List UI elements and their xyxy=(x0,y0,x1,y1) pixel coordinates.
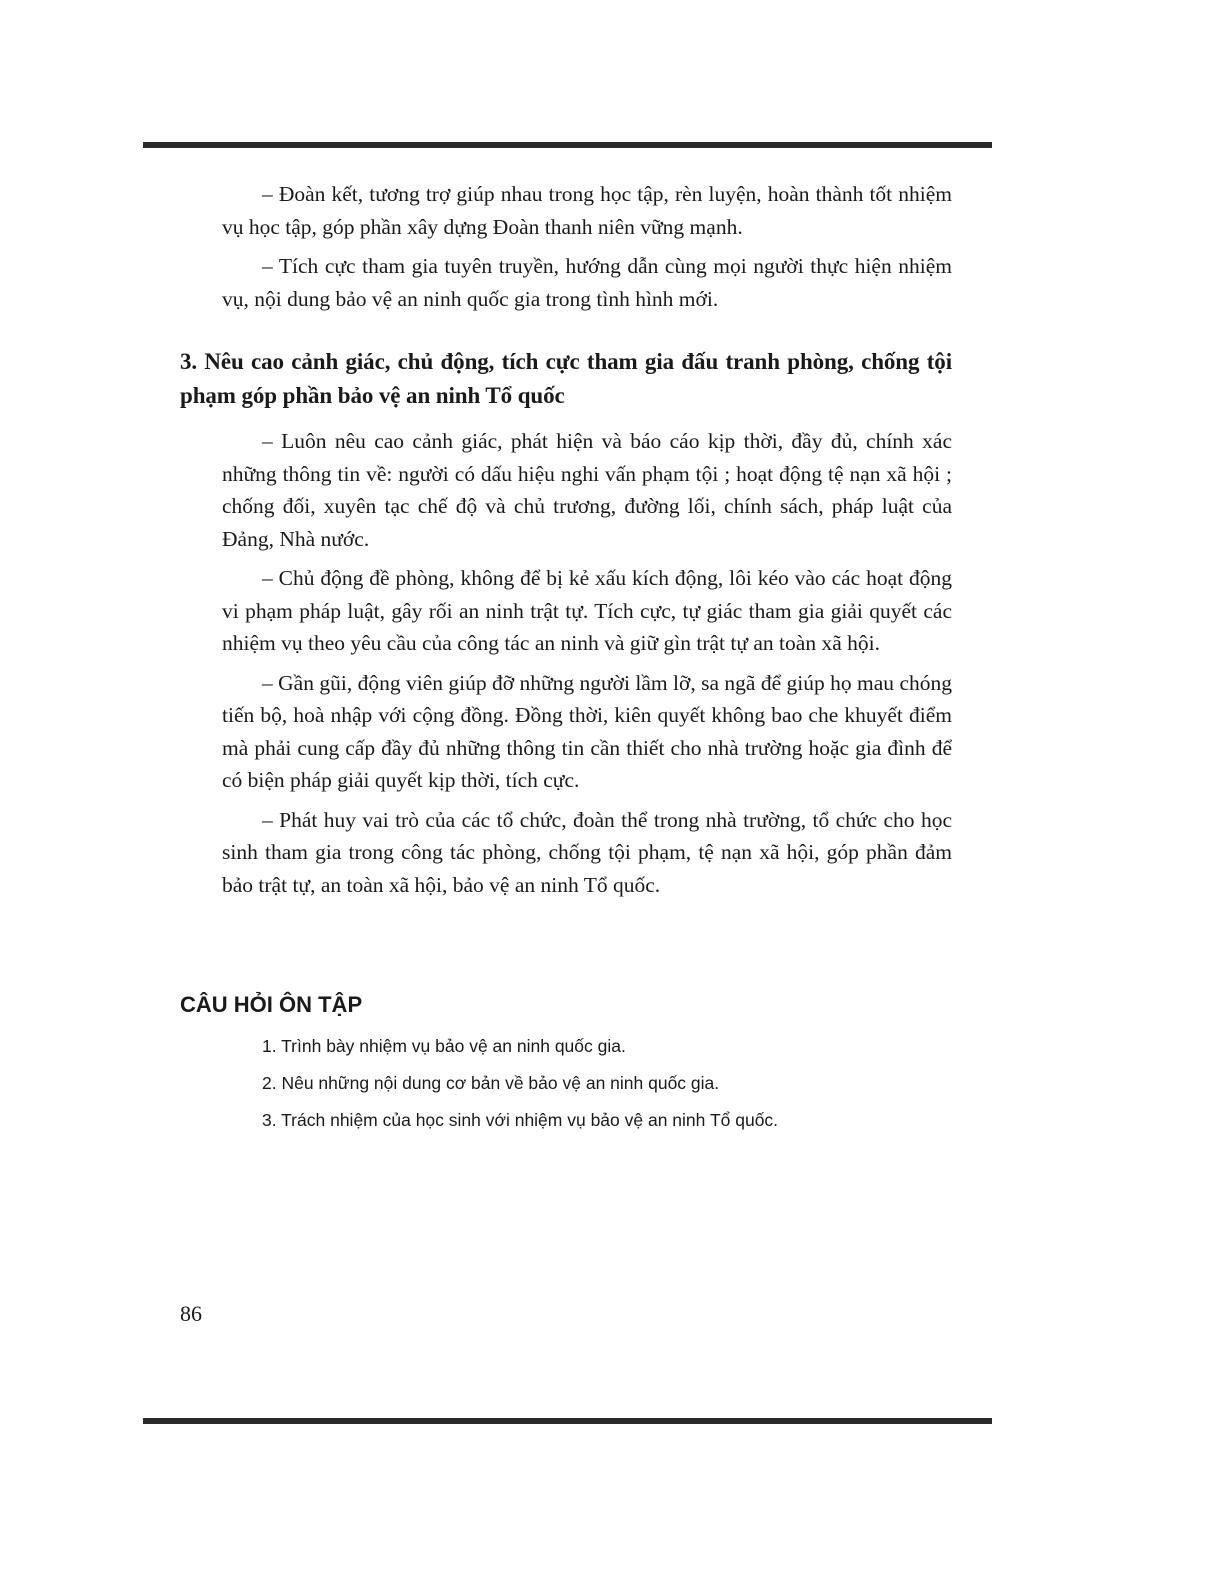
paragraph: – Chủ động đề phòng, không để bị kẻ xấu kích động, lôi kéo vào các hoạt động vi phạm pháp luật, gây rối an ninh trật tự. Tích cực, tự giác tham gia giải quyết các nhiệm vụ theo yêu cầu của công tác an ninh và giữ gìn trật tự an toàn xã hội. xyxy=(222,566,952,655)
page-number: 86 xyxy=(180,1301,202,1326)
section-heading: 3. Nêu cao cảnh giác, chủ động, tích cực tham gia đấu tranh phòng, chống tội phạm góp phần bảo vệ an ninh Tổ quốc xyxy=(180,349,952,408)
paragraph: – Phát huy vai trò của các tổ chức, đoàn thể trong nhà trường, tổ chức cho học sinh tham gia trong công tác phòng, chống tội phạm, tệ nạn xã hội, góp phần đảm bảo trật tự, an toàn xã hội, bảo vệ an ninh Tổ quốc. xyxy=(222,807,952,897)
review-question: 3. Trách nhiệm của học sinh với nhiệm vụ bảo vệ an ninh Tổ quốc. xyxy=(262,1110,779,1130)
page-body xyxy=(180,178,952,901)
review-questions xyxy=(262,1034,778,1145)
paragraph: – Gần gũi, động viên giúp đỡ những người lầm lỡ, sa ngã để giúp họ mau chóng tiến bộ, hoà nhập với cộng đồng. Đồng thời, kiên quyết không bao che khuyết điểm mà phải cung cấp đầy đủ những thông tin cần thiết cho nhà trường hoặc gia đình để có biện pháp giải quyết kịp thời, tích cực. xyxy=(222,670,952,792)
review-title: CÂU HỎI ÔN TẬP xyxy=(180,992,363,1017)
paragraph: – Tích cực tham gia tuyên truyền, hướng dẫn cùng mọi người thực hiện nhiệm vụ, nội dung bảo vệ an ninh quốc gia trong tình hình mới. xyxy=(222,254,952,311)
paragraph: – Đoàn kết, tương trợ giúp nhau trong học tập, rèn luyện, hoàn thành tốt nhiệm vụ học tập, góp phần xây dựng Đoàn thanh niên vững mạnh. xyxy=(222,182,952,239)
footer-rule xyxy=(143,1418,992,1424)
review-question: 1. Trình bày nhiệm vụ bảo vệ an ninh quốc gia. xyxy=(262,1036,626,1056)
review-question: 2. Nêu những nội dung cơ bản về bảo vệ an ninh quốc gia. xyxy=(262,1073,720,1093)
paragraph: – Luôn nêu cao cảnh giác, phát hiện và báo cáo kịp thời, đầy đủ, chính xác những thông tin về: người có dấu hiệu nghi vấn phạm tội ; hoạt động tệ nạn xã hội ; chống đối, xuyên tạc chế độ và chủ trương, đường lối, chính sách, pháp luật của Đảng, Nhà nước. xyxy=(222,429,952,551)
header-rule xyxy=(143,142,992,148)
